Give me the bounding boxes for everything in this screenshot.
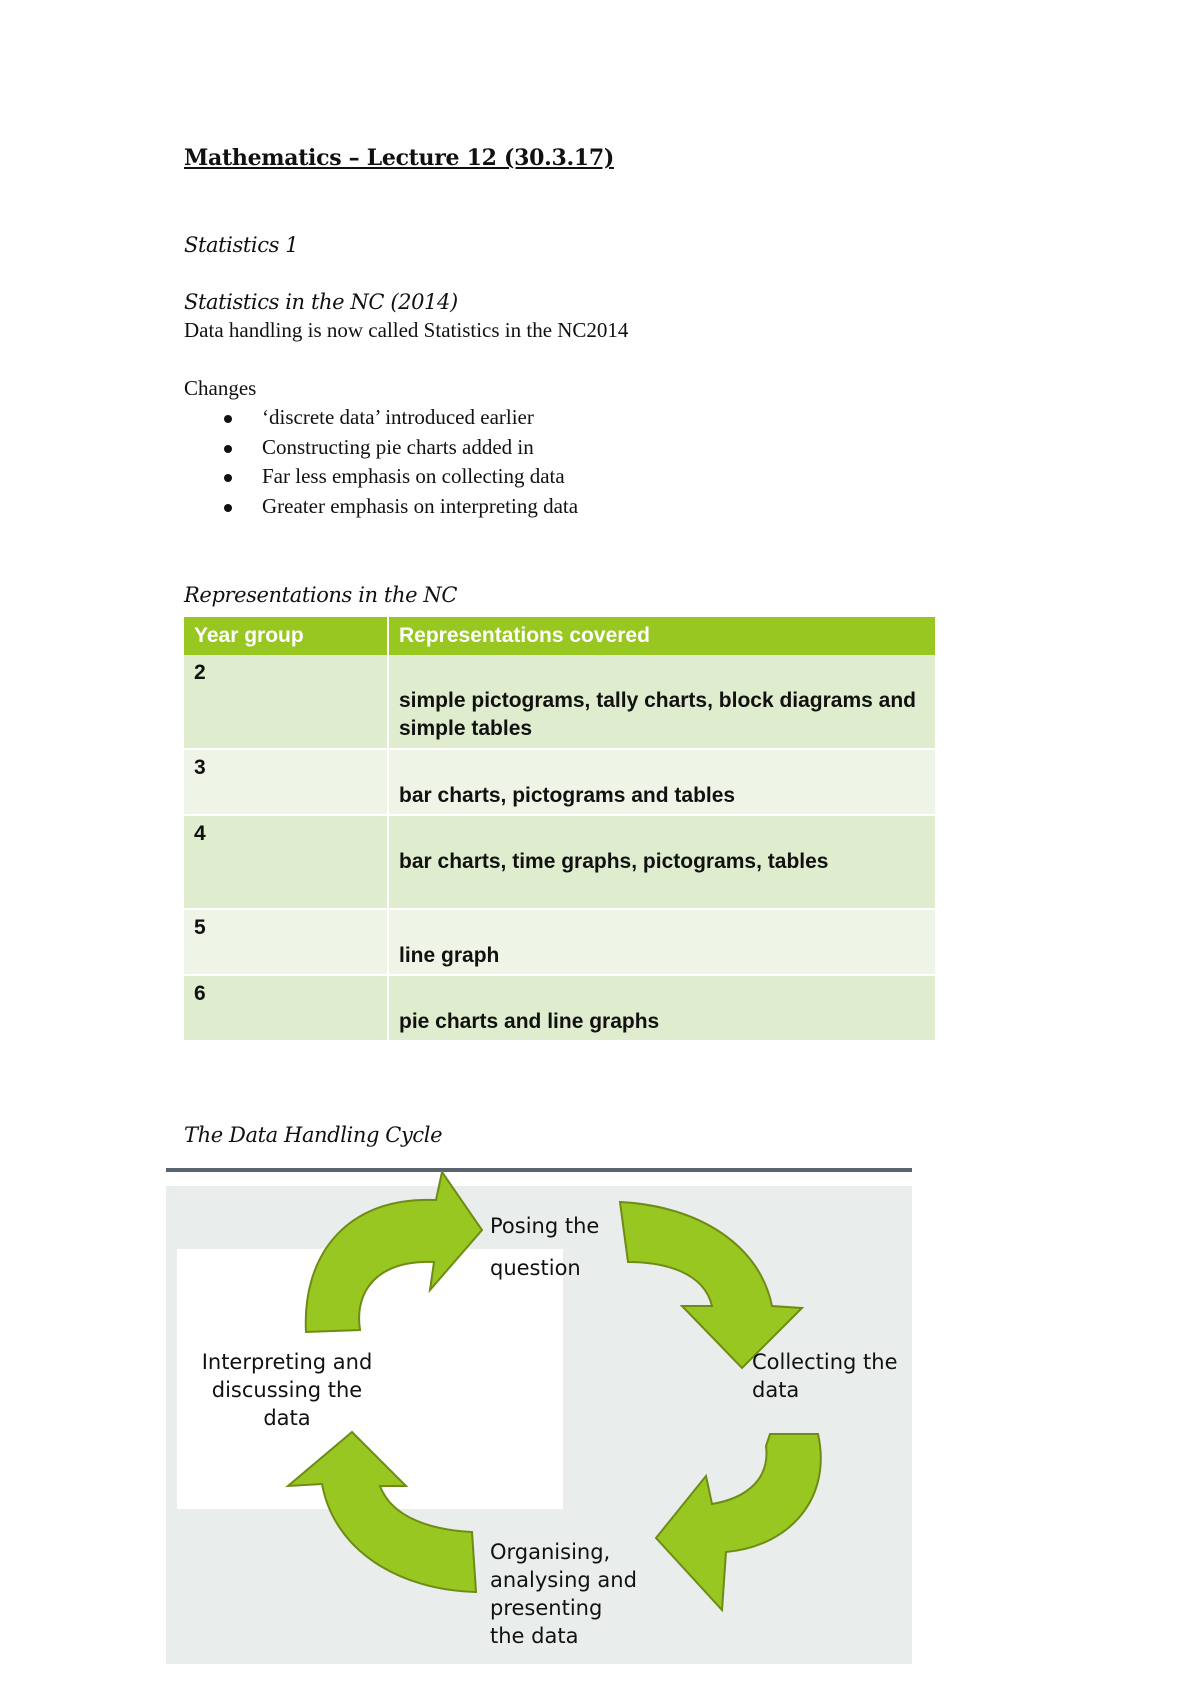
stage-label-line: presenting [490,1596,603,1620]
representations-text: bar charts, time graphs, pictograms, tables [399,850,829,873]
stage-label-line: data [752,1378,800,1402]
representations-text: bar charts, pictograms and tables [399,784,736,807]
section-heading-statistics-1: Statistics 1 [184,233,299,257]
representations-text: simple pictograms, tally charts, block diagrams and simple tables [399,689,917,740]
stage-label-line: the data [490,1624,579,1648]
cycle-heading: The Data Handling Cycle [184,1123,443,1147]
stage-label-line: Collecting the [752,1350,898,1374]
stage-posing-question [490,1212,599,1282]
changes-heading: Changes [184,376,257,400]
stage-label-line: Posing the [490,1214,600,1238]
column-header-year: Year group [184,617,388,655]
year-cell: 5 [184,909,388,975]
stage-label-line: question [490,1256,581,1280]
representations-text: pie charts and line graphs [399,1010,660,1033]
year-cell: 2 [184,655,388,749]
intro-text: Data handling is now called Statistics in the NC2014 [184,318,629,342]
list-item: Greater emphasis on interpreting data [184,492,784,522]
stage-interpreting-data [192,1348,382,1432]
year-cell: 4 [184,815,388,909]
section-heading-statistics-nc: Statistics in the NC (2014) [184,290,458,314]
stage-collecting-data [752,1348,898,1404]
stage-label-line: Organising, [490,1540,611,1564]
stage-label-line: discussing the [211,1378,363,1402]
document-title: Mathematics – Lecture 12 (30.3.17) [184,145,614,171]
arrow-interpreting-to-posing [306,1172,482,1332]
representations-text: line graph [399,944,500,967]
stage-label-line: Interpreting and [201,1350,373,1374]
column-header-representations: Representations covered [388,617,936,655]
year-cell: 3 [184,749,388,815]
stage-organising-data [490,1538,637,1650]
list-item: Far less emphasis on collecting data [184,462,784,492]
list-item: ‘discrete data’ introduced earlier [184,403,784,433]
list-item: Constructing pie charts added in [184,433,784,463]
stage-label-line: data [263,1406,311,1430]
arrow-organising-to-interpreting [288,1432,476,1592]
arrow-posing-to-collecting [620,1202,802,1368]
arrow-collecting-to-organising [656,1434,821,1610]
representations-heading: Representations in the NC [184,583,458,607]
year-cell: 6 [184,975,388,1041]
stage-label-line: analysing and [490,1568,637,1592]
